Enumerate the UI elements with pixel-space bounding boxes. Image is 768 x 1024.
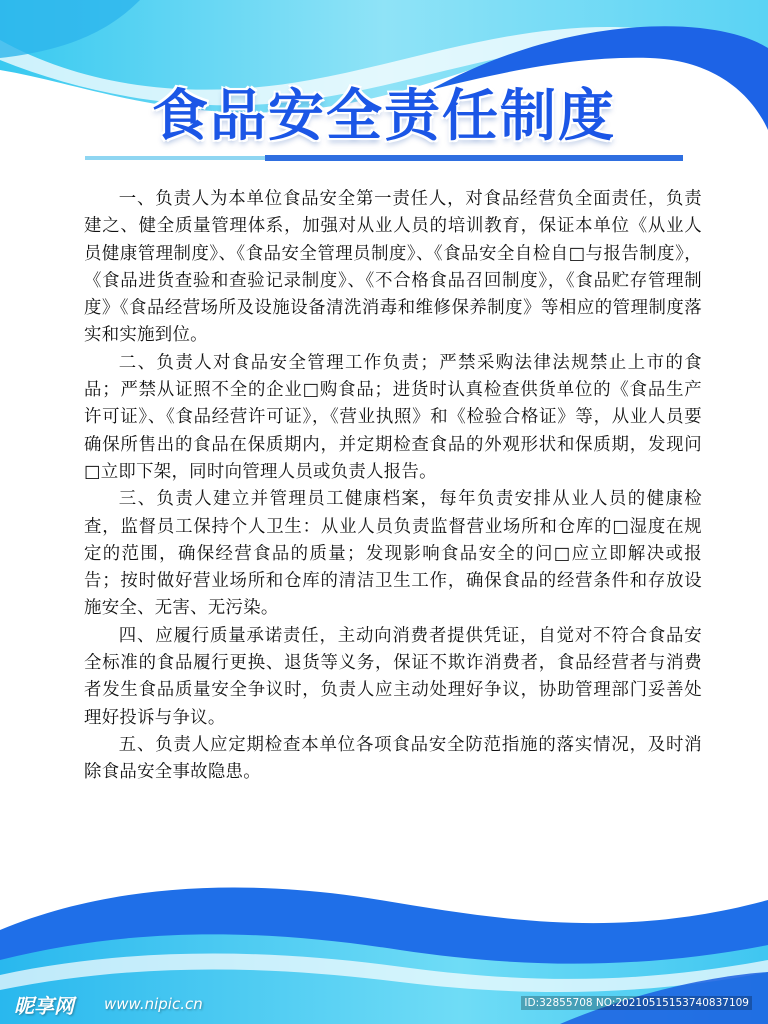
regulation-body (84, 186, 702, 787)
paragraph-5: 五、负责人应定期检查本单位各项食品安全防范指施的落实情况，及时消除食品安全事故隐患。 (84, 734, 702, 783)
paragraph-4: 四、应履行质量承诺责任，主动向消费者提供凭证，自觉对不符合食品安全标准的食品履行更换、退货等义务，保证不欺诈消费者，食品经营者与消费者发生食品质量安全争议时，负责人应主动处理好争议，协助管理部门妥善处理好投诉与争议。 (84, 625, 702, 728)
watermark-url: www.nipic.cn (104, 995, 203, 1013)
paragraph-2: 二、负责人对食品安全管理工作负责；严禁采购法律法规禁止上市的食品；严禁从证照不全的企业□购食品；进货时认真检查供货单位的《食品生产许可证》、《食品经营许可证》，《营业执照》和《检验合格证》等，从业人员要确保所售出的食品在保质期内，并定期检查食品的外观形状和保质期，发现问□立即下架，同时向管理人员或负责人报告。 (84, 352, 702, 482)
image-id-label: ID:32855708 NO:20210515153740837109 (521, 996, 752, 1010)
page-title: 食品安全责任制度 (152, 84, 616, 149)
paragraph-3: 三、负责人建立并管理员工健康档案，每年负责安排从业人员的健康检查，监督员工保持个人卫生：从业人员负责监督营业场所和仓库的□湿度在规定的范围，确保经营食品的质量；发现影响食品安全的问□应立即解决或报告；按时做好营业场所和仓库的清洁卫生工作，确保食品的经营条件和存放设施安全、无害、无污染。 (84, 489, 702, 619)
title-underline-light (85, 156, 265, 160)
watermark-logo: 昵享网 (14, 994, 74, 1018)
title-underline-dark (265, 155, 683, 161)
paragraph-1: 一、负责人为本单位食品安全第一责任人，对食品经营负全面责任，负责建之、健全质量管理体系，加强对从业人员的培训教育，保证本单位《从业人员健康管理制度》、《食品安全管理员制度》、《食品安全自检自□与报告制度》，《食品进货查验和查验记录制度》、《不合格食品召回制度》，《食品贮存管理制度》《食品经营场所及设施设备清洗消毒和维修保养制度》等相应的管理制度落实和实施到位。 (84, 189, 702, 346)
